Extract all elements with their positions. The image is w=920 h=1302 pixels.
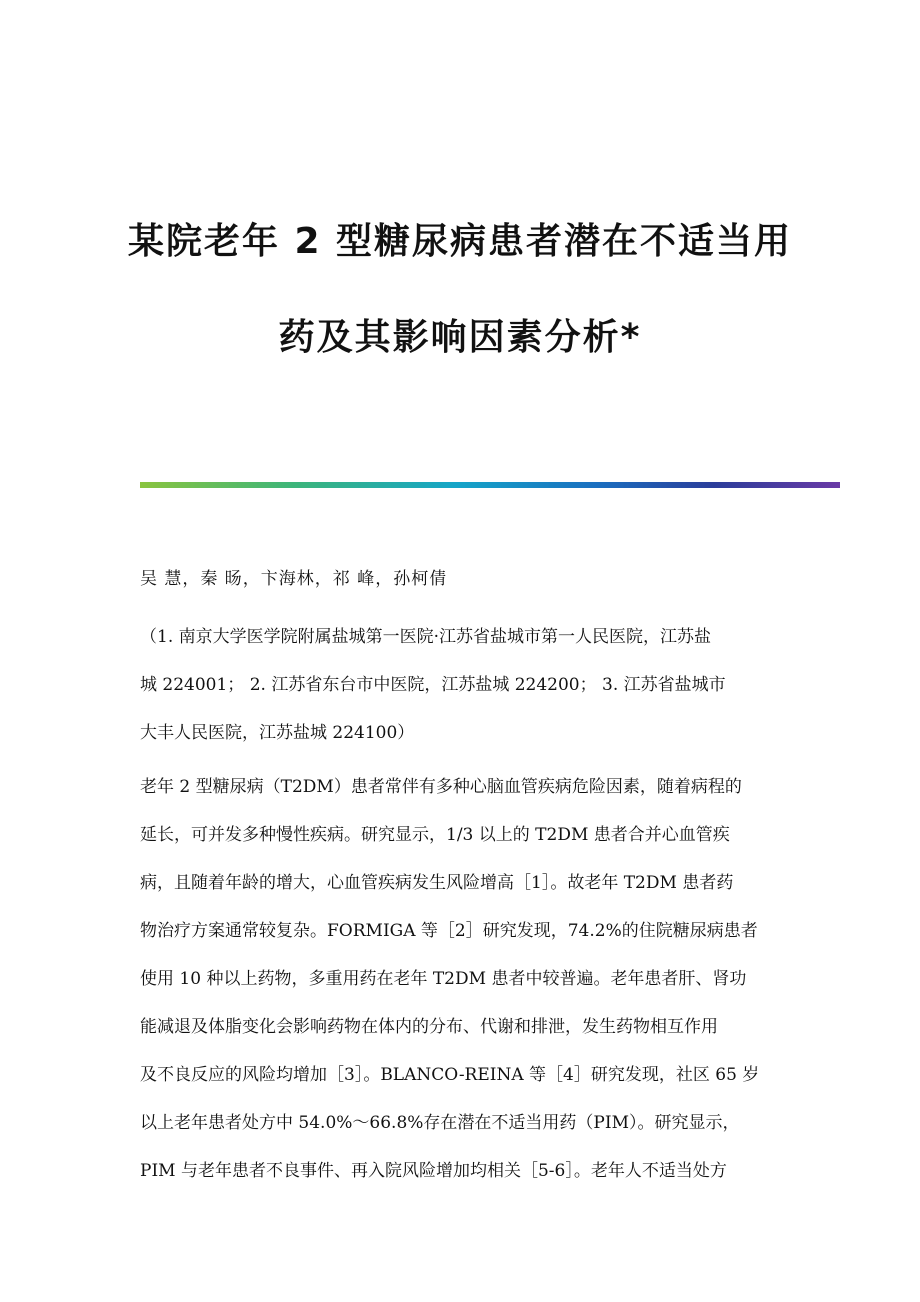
title-line-1: 某院老年 2 型糖尿病患者潜在不适当用 (127, 221, 793, 262)
body-line: 病，且随着年龄的增大，心血管疾病发生风险增高［1］。故老年 T2DM 患者药 (140, 873, 734, 893)
body-line: 能减退及体脂变化会影响药物在体内的分布、代谢和排泄，发生药物相互作用 (140, 1017, 718, 1037)
body-line: 老年 2 型糖尿病（T2DM）患者常伴有多种心脑血管疾病危险因素，随着病程的 (140, 777, 742, 797)
body-line: 使用 10 种以上药物，多重用药在老年 T2DM 患者中较普遍。老年患者肝、肾功 (140, 969, 747, 989)
title-line-2: 药及其影响因素分析* (278, 317, 642, 358)
affiliation-line: 城 224001； 2. 江苏省东台市中医院，江苏盐城 224200； 3. 江苏省盐城市 (140, 675, 726, 695)
affiliation-line: 大丰人民医院，江苏盐城 224100） (140, 723, 415, 743)
affiliation-line: （1. 南京大学医学院附属盐城第一医院·江苏省盐城市第一人民医院，江苏盐 (140, 627, 712, 647)
body-line: 及不良反应的风险均增加［3］。BLANCO-REINA 等［4］研究发现，社区 65 岁 (140, 1065, 760, 1085)
authors: 吴 慧，秦 旸，卞海林，祁 峰，孙柯倩 (140, 569, 448, 589)
body-line: PIM 与老年患者不良事件、再入院风险增加均相关［5-6］。老年人不适当处方 (140, 1161, 727, 1181)
gradient-divider (140, 482, 840, 488)
body-line: 延长，可并发多种慢性疾病。研究显示，1/3 以上的 T2DM 患者合并心血管疾 (140, 825, 730, 845)
body-line: 物治疗方案通常较复杂。FORMIGA 等［2］研究发现，74.2%的住院糖尿病患者 (140, 921, 758, 941)
body-line: 以上老年患者处方中 54.0%～66.8%存在潜在不适当用药（PIM）。研究显示， (140, 1113, 740, 1133)
